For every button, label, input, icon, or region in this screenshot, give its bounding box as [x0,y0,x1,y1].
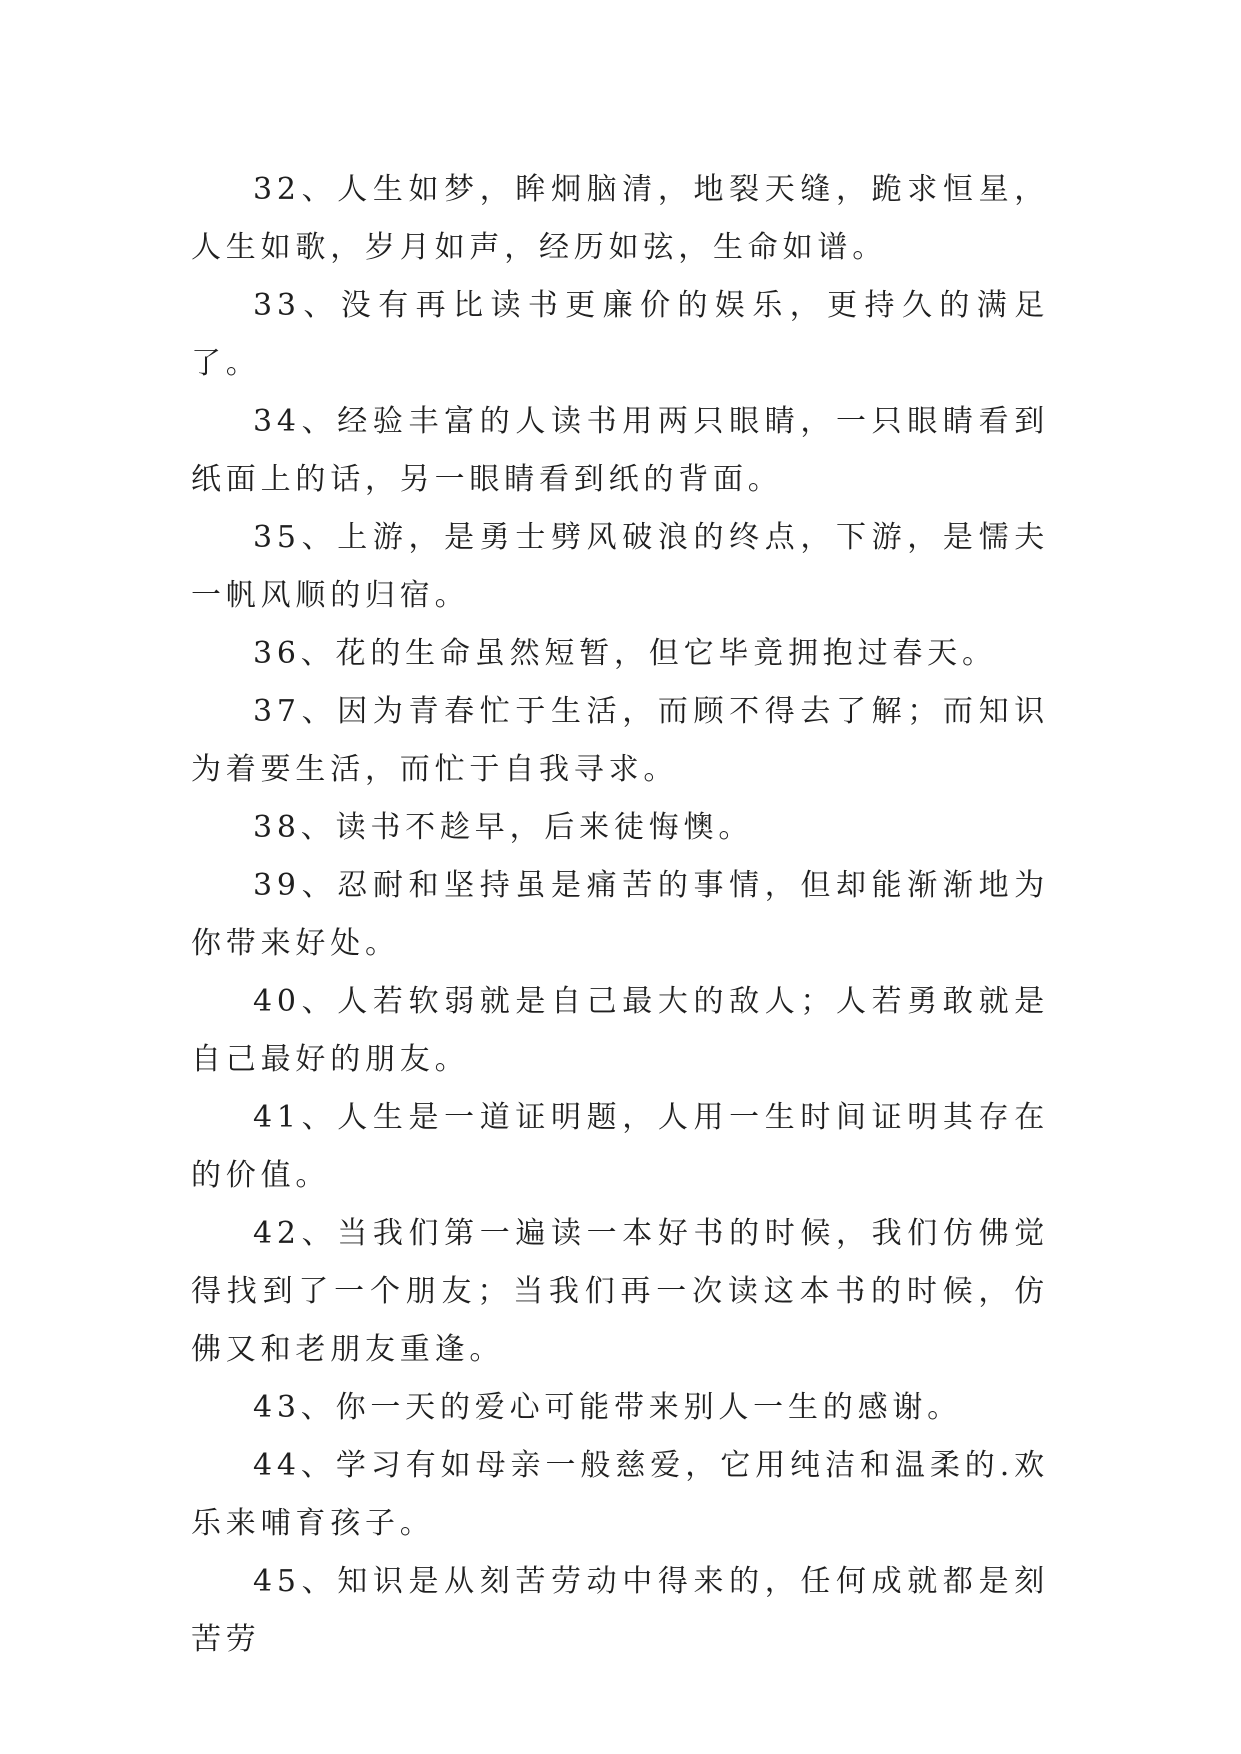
paragraph-41: 41、人生是一道证明题，人用一生时间证明其存在的价值。 [191,1100,1049,1193]
document-body [191,161,1049,1669]
paragraph-44: 44、学习有如母亲一般慈爱，它用纯洁和温柔的.欢乐来哺育孩子。 [191,1448,1049,1541]
paragraph-43: 43、你一天的爱心可能带来别人一生的感谢。 [253,1390,962,1425]
paragraph-36: 36、花的生命虽然短暂，但它毕竟拥抱过春天。 [253,636,997,671]
paragraph-34: 34、经验丰富的人读书用两只眼睛，一只眼睛看到纸面上的话，另一眼睛看到纸的背面。 [191,404,1049,497]
paragraph-40: 40、人若软弱就是自己最大的敌人；人若勇敢就是自己最好的朋友。 [191,984,1049,1077]
paragraph-33: 33、没有再比读书更廉价的娱乐，更持久的满足了。 [191,288,1049,381]
paragraph-39: 39、忍耐和坚持虽是痛苦的事情，但却能渐渐地为你带来好处。 [191,868,1049,961]
paragraph-42: 42、当我们第一遍读一本好书的时候，我们仿佛觉得找到了一个朋友；当我们再一次读这本书的时候，仿佛又和老朋友重逢。 [191,1216,1049,1367]
paragraph-32: 32、人生如梦，眸炯脑清，地裂天缝，跪求恒星，人生如歌，岁月如声，经历如弦，生命如谱。 [191,172,1049,265]
paragraph-38: 38、读书不趁早，后来徒悔懊。 [253,810,754,845]
paragraph-45: 45、知识是从刻苦劳动中得来的，任何成就都是刻苦劳 [191,1564,1049,1657]
paragraph-37: 37、因为青春忙于生活，而顾不得去了解；而知识为着要生活，而忙于自我寻求。 [191,694,1049,787]
paragraph-35: 35、上游，是勇士劈风破浪的终点，下游，是懦夫一帆风顺的归宿。 [191,520,1049,613]
